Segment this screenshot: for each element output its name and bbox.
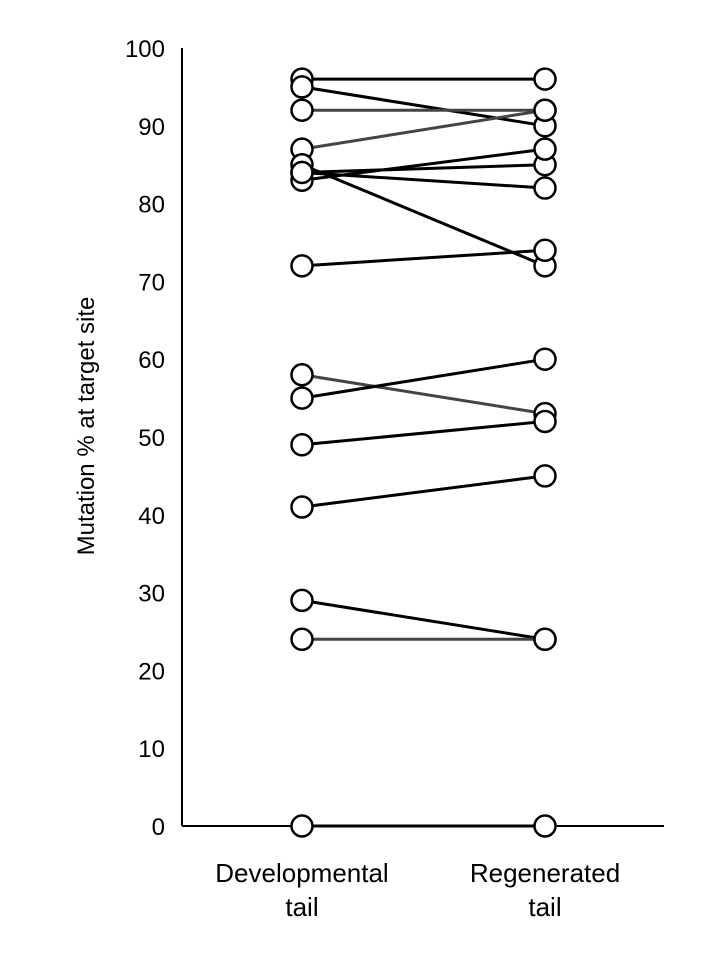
x-category-label bbox=[215, 858, 388, 922]
y-tick-label: 40 bbox=[138, 502, 165, 530]
y-tick-label: 30 bbox=[138, 580, 165, 608]
y-tick-label: 20 bbox=[138, 658, 165, 686]
pair-points bbox=[292, 69, 556, 837]
data-series bbox=[292, 69, 556, 837]
x-category-label-line: tail bbox=[285, 892, 319, 922]
pair-line bbox=[302, 476, 545, 507]
pair-line bbox=[302, 250, 545, 266]
regenerated-point bbox=[535, 411, 556, 432]
y-tick-label: 60 bbox=[138, 347, 165, 375]
developmental-point bbox=[292, 162, 313, 183]
regenerated-point bbox=[535, 629, 556, 650]
y-tick-label: 90 bbox=[138, 113, 165, 141]
y-tick-label: 80 bbox=[138, 191, 165, 219]
pair-line bbox=[302, 359, 545, 398]
developmental-point bbox=[292, 497, 313, 518]
x-category-labels bbox=[215, 858, 620, 922]
regenerated-point bbox=[535, 139, 556, 160]
pair-line bbox=[302, 421, 545, 444]
pair-line bbox=[302, 87, 545, 126]
regenerated-point bbox=[535, 465, 556, 486]
regenerated-point bbox=[535, 816, 556, 837]
developmental-point bbox=[292, 76, 313, 97]
pair-line bbox=[302, 110, 545, 149]
y-tick-label: 70 bbox=[138, 269, 165, 297]
regenerated-point bbox=[535, 349, 556, 370]
pair-line bbox=[302, 600, 545, 639]
y-tick-label: 0 bbox=[151, 814, 165, 841]
x-category-label-line: Developmental bbox=[215, 858, 389, 888]
developmental-point bbox=[292, 364, 313, 385]
x-category-label-line: Regenerated bbox=[469, 858, 621, 888]
regenerated-point bbox=[535, 178, 556, 199]
x-category-label-line: tail bbox=[528, 892, 562, 922]
developmental-point bbox=[292, 388, 313, 409]
pair-line bbox=[302, 375, 545, 414]
regenerated-point bbox=[535, 69, 556, 90]
developmental-point bbox=[292, 590, 313, 611]
y-axis-title: Mutation % at target site bbox=[73, 296, 100, 556]
developmental-point bbox=[292, 100, 313, 121]
developmental-point bbox=[292, 255, 313, 276]
y-tick-label: 100 bbox=[124, 36, 165, 63]
developmental-point bbox=[292, 434, 313, 455]
developmental-point bbox=[292, 816, 313, 837]
y-tick-labels bbox=[125, 36, 165, 841]
regenerated-point bbox=[535, 100, 556, 121]
x-category-label bbox=[470, 858, 620, 922]
developmental-point bbox=[292, 629, 313, 650]
y-tick-label: 50 bbox=[138, 425, 165, 452]
pair-lines bbox=[302, 79, 545, 826]
regenerated-point bbox=[535, 240, 556, 261]
y-tick-label: 10 bbox=[138, 736, 165, 764]
